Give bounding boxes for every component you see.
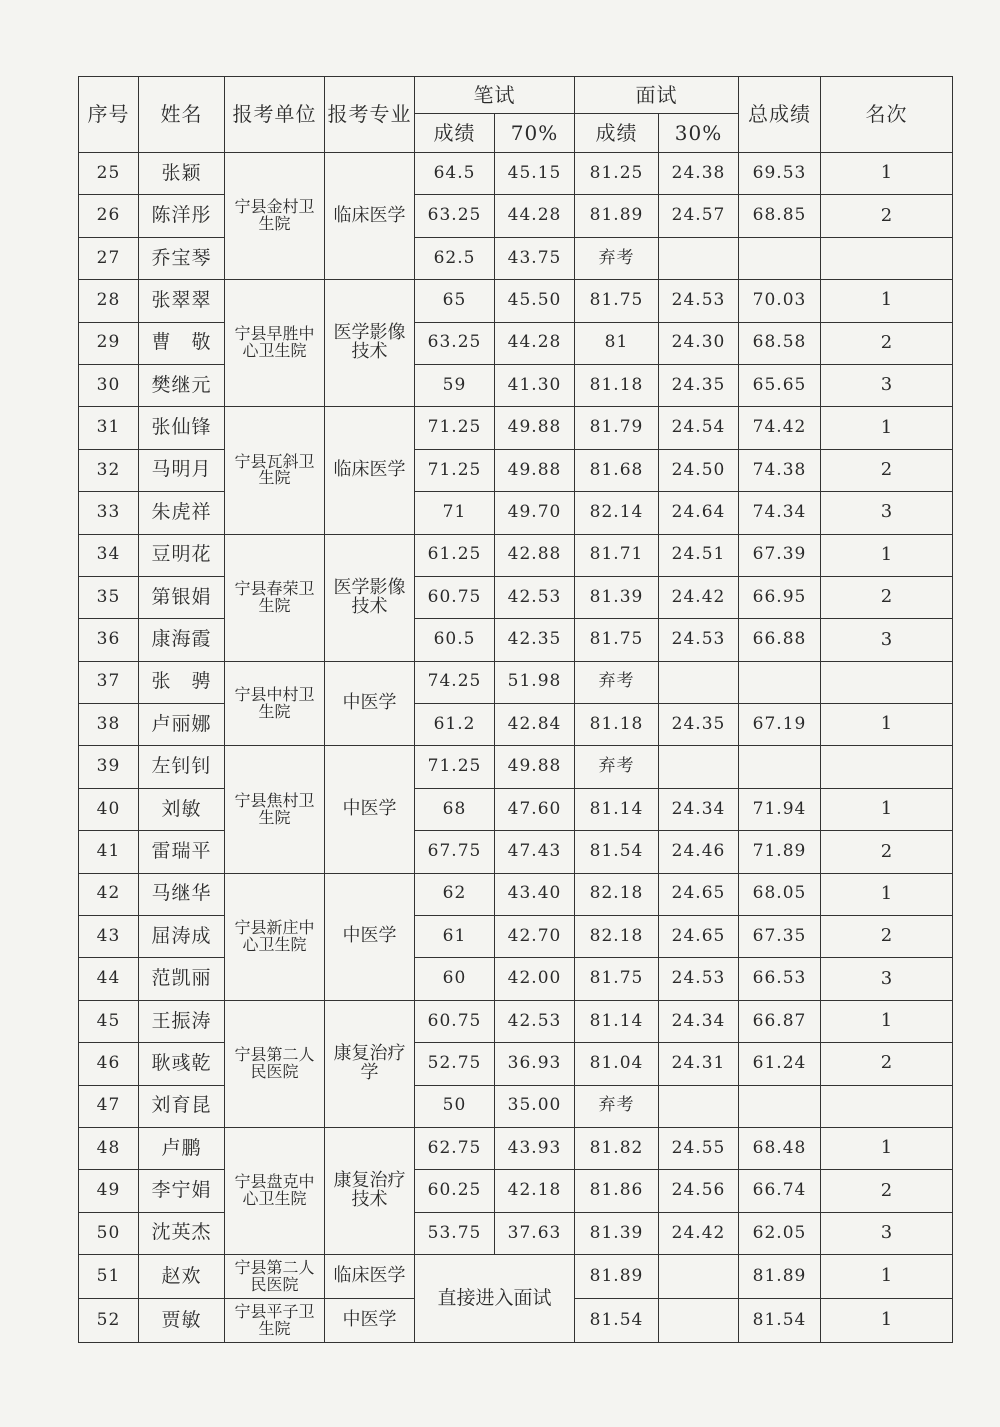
written-score-cell: 62 bbox=[415, 873, 495, 915]
interview-30-cell: 24.51 bbox=[659, 534, 739, 576]
written-score-cell: 60.5 bbox=[415, 619, 495, 661]
name-cell: 张颖 bbox=[139, 153, 225, 195]
major-cell: 康复治疗技术 bbox=[325, 1127, 415, 1254]
name-cell: 第银娟 bbox=[139, 576, 225, 618]
unit-cell: 宁县瓦斜卫生院 bbox=[225, 407, 325, 534]
written-70-cell: 42.53 bbox=[495, 1000, 575, 1042]
name-cell: 曹 敬 bbox=[139, 322, 225, 364]
table-row bbox=[79, 704, 953, 746]
table-row bbox=[79, 746, 953, 788]
name-cell: 陈洋彤 bbox=[139, 195, 225, 237]
unit-cell: 宁县早胜中心卫生院 bbox=[225, 280, 325, 407]
table-row bbox=[79, 492, 953, 534]
header-written: 笔试 bbox=[415, 77, 575, 114]
written-70-cell: 42.18 bbox=[495, 1170, 575, 1212]
rank-cell: 2 bbox=[821, 831, 953, 873]
name-cell: 樊继元 bbox=[139, 364, 225, 406]
rank-cell: 3 bbox=[821, 958, 953, 1000]
interview-score-cell: 81.54 bbox=[575, 831, 659, 873]
written-score-cell: 63.25 bbox=[415, 195, 495, 237]
seq-cell: 40 bbox=[79, 788, 139, 830]
seq-cell: 35 bbox=[79, 576, 139, 618]
interview-score-cell: 81.89 bbox=[575, 1255, 659, 1299]
seq-cell: 45 bbox=[79, 1000, 139, 1042]
total-cell: 62.05 bbox=[739, 1212, 821, 1254]
seq-cell: 41 bbox=[79, 831, 139, 873]
major-cell: 临床医学 bbox=[325, 1255, 415, 1299]
table-row bbox=[79, 576, 953, 618]
table-row bbox=[79, 449, 953, 491]
total-cell: 74.38 bbox=[739, 449, 821, 491]
rank-cell: 3 bbox=[821, 619, 953, 661]
rank-cell: 1 bbox=[821, 1255, 953, 1299]
name-cell: 马明月 bbox=[139, 449, 225, 491]
header-unit: 报考单位 bbox=[225, 77, 325, 153]
total-cell: 66.95 bbox=[739, 576, 821, 618]
name-cell: 刘敏 bbox=[139, 788, 225, 830]
interview-score-cell: 弃考 bbox=[575, 661, 659, 703]
interview-score-cell: 81.75 bbox=[575, 958, 659, 1000]
total-cell: 81.54 bbox=[739, 1299, 821, 1343]
seq-cell: 28 bbox=[79, 280, 139, 322]
table-row bbox=[79, 195, 953, 237]
seq-cell: 32 bbox=[79, 449, 139, 491]
table-row bbox=[79, 916, 953, 958]
total-cell: 66.88 bbox=[739, 619, 821, 661]
name-cell: 屈涛成 bbox=[139, 916, 225, 958]
interview-30-cell: 24.56 bbox=[659, 1170, 739, 1212]
written-score-cell: 61.2 bbox=[415, 704, 495, 746]
interview-30-cell: 24.64 bbox=[659, 492, 739, 534]
interview-30-cell: 24.65 bbox=[659, 873, 739, 915]
unit-cell: 宁县春荣卫生院 bbox=[225, 534, 325, 661]
interview-score-cell: 81.54 bbox=[575, 1299, 659, 1343]
table-row bbox=[79, 1170, 953, 1212]
table-row bbox=[79, 407, 953, 449]
rank-cell: 3 bbox=[821, 1212, 953, 1254]
written-score-cell: 60.75 bbox=[415, 1000, 495, 1042]
interview-30-cell bbox=[659, 1085, 739, 1127]
interview-score-cell: 弃考 bbox=[575, 237, 659, 279]
header-written-pct: 70% bbox=[495, 114, 575, 153]
interview-30-cell: 24.42 bbox=[659, 576, 739, 618]
interview-score-cell: 81.79 bbox=[575, 407, 659, 449]
table-row bbox=[79, 153, 953, 195]
written-score-cell: 67.75 bbox=[415, 831, 495, 873]
interview-30-cell: 24.53 bbox=[659, 280, 739, 322]
rank-cell: 2 bbox=[821, 322, 953, 364]
seq-cell: 37 bbox=[79, 661, 139, 703]
written-70-cell: 49.88 bbox=[495, 449, 575, 491]
name-cell: 王振涛 bbox=[139, 1000, 225, 1042]
total-cell bbox=[739, 661, 821, 703]
written-score-cell: 61.25 bbox=[415, 534, 495, 576]
major-cell: 中医学 bbox=[325, 661, 415, 746]
name-cell: 张 骋 bbox=[139, 661, 225, 703]
name-cell: 沈英杰 bbox=[139, 1212, 225, 1254]
rank-cell: 1 bbox=[821, 407, 953, 449]
written-70-cell: 37.63 bbox=[495, 1212, 575, 1254]
rank-cell: 3 bbox=[821, 364, 953, 406]
name-cell: 朱虎祥 bbox=[139, 492, 225, 534]
total-cell: 81.89 bbox=[739, 1255, 821, 1299]
table-row bbox=[79, 1085, 953, 1127]
seq-cell: 36 bbox=[79, 619, 139, 661]
header-interview-score: 成绩 bbox=[575, 114, 659, 153]
major-cell: 医学影像技术 bbox=[325, 534, 415, 661]
seq-cell: 27 bbox=[79, 237, 139, 279]
score-table bbox=[78, 76, 953, 1343]
interview-score-cell: 弃考 bbox=[575, 1085, 659, 1127]
seq-cell: 42 bbox=[79, 873, 139, 915]
rank-cell bbox=[821, 1085, 953, 1127]
written-score-cell: 60.75 bbox=[415, 576, 495, 618]
seq-cell: 33 bbox=[79, 492, 139, 534]
total-cell: 74.34 bbox=[739, 492, 821, 534]
major-cell: 临床医学 bbox=[325, 153, 415, 280]
table-row bbox=[79, 534, 953, 576]
seq-cell: 51 bbox=[79, 1255, 139, 1299]
written-70-cell: 43.93 bbox=[495, 1127, 575, 1169]
name-cell: 卢丽娜 bbox=[139, 704, 225, 746]
rank-cell bbox=[821, 746, 953, 788]
rank-cell: 1 bbox=[821, 704, 953, 746]
name-cell: 范凯丽 bbox=[139, 958, 225, 1000]
interview-30-cell: 24.30 bbox=[659, 322, 739, 364]
interview-30-cell bbox=[659, 1299, 739, 1343]
interview-30-cell: 24.35 bbox=[659, 704, 739, 746]
written-score-cell: 71.25 bbox=[415, 449, 495, 491]
name-cell: 豆明花 bbox=[139, 534, 225, 576]
header-interview: 面试 bbox=[575, 77, 739, 114]
rank-cell: 1 bbox=[821, 873, 953, 915]
interview-30-cell: 24.53 bbox=[659, 958, 739, 1000]
written-70-cell: 41.30 bbox=[495, 364, 575, 406]
unit-cell: 宁县金村卫生院 bbox=[225, 153, 325, 280]
total-cell: 66.87 bbox=[739, 1000, 821, 1042]
interview-score-cell: 81.04 bbox=[575, 1043, 659, 1085]
written-score-cell: 74.25 bbox=[415, 661, 495, 703]
written-70-cell: 36.93 bbox=[495, 1043, 575, 1085]
total-cell: 67.39 bbox=[739, 534, 821, 576]
interview-score-cell: 81.68 bbox=[575, 449, 659, 491]
total-cell: 67.35 bbox=[739, 916, 821, 958]
interview-30-cell: 24.65 bbox=[659, 916, 739, 958]
total-cell bbox=[739, 746, 821, 788]
total-cell: 68.05 bbox=[739, 873, 821, 915]
unit-cell: 宁县中村卫生院 bbox=[225, 661, 325, 746]
rank-cell: 1 bbox=[821, 280, 953, 322]
written-score-cell: 64.5 bbox=[415, 153, 495, 195]
interview-30-cell: 24.54 bbox=[659, 407, 739, 449]
header-total: 总成绩 bbox=[739, 77, 821, 153]
major-cell: 中医学 bbox=[325, 746, 415, 873]
seq-cell: 39 bbox=[79, 746, 139, 788]
interview-score-cell: 82.18 bbox=[575, 873, 659, 915]
name-cell: 刘育昆 bbox=[139, 1085, 225, 1127]
interview-30-cell bbox=[659, 661, 739, 703]
unit-cell: 宁县第二人民医院 bbox=[225, 1255, 325, 1299]
interview-30-cell: 24.42 bbox=[659, 1212, 739, 1254]
rank-cell: 2 bbox=[821, 449, 953, 491]
total-cell: 70.03 bbox=[739, 280, 821, 322]
written-70-cell: 42.88 bbox=[495, 534, 575, 576]
rank-cell: 2 bbox=[821, 916, 953, 958]
header-written-score: 成绩 bbox=[415, 114, 495, 153]
interview-score-cell: 81.75 bbox=[575, 280, 659, 322]
interview-score-cell: 81.18 bbox=[575, 704, 659, 746]
total-cell: 71.89 bbox=[739, 831, 821, 873]
interview-score-cell: 81 bbox=[575, 322, 659, 364]
table-row bbox=[79, 364, 953, 406]
total-cell: 71.94 bbox=[739, 788, 821, 830]
total-cell bbox=[739, 237, 821, 279]
interview-30-cell: 24.35 bbox=[659, 364, 739, 406]
written-70-cell: 47.60 bbox=[495, 788, 575, 830]
interview-score-cell: 81.39 bbox=[575, 576, 659, 618]
unit-cell: 宁县第二人民医院 bbox=[225, 1000, 325, 1127]
written-score-cell: 63.25 bbox=[415, 322, 495, 364]
rank-cell: 1 bbox=[821, 153, 953, 195]
written-70-cell: 51.98 bbox=[495, 661, 575, 703]
written-70-cell: 47.43 bbox=[495, 831, 575, 873]
interview-30-cell: 24.57 bbox=[659, 195, 739, 237]
written-score-cell: 50 bbox=[415, 1085, 495, 1127]
name-cell: 雷瑞平 bbox=[139, 831, 225, 873]
interview-score-cell: 81.18 bbox=[575, 364, 659, 406]
written-score-cell: 62.75 bbox=[415, 1127, 495, 1169]
total-cell: 65.65 bbox=[739, 364, 821, 406]
interview-score-cell: 81.14 bbox=[575, 788, 659, 830]
name-cell: 张翠翠 bbox=[139, 280, 225, 322]
written-score-cell: 71.25 bbox=[415, 746, 495, 788]
written-score-cell: 60 bbox=[415, 958, 495, 1000]
name-cell: 乔宝琴 bbox=[139, 237, 225, 279]
written-70-cell: 49.70 bbox=[495, 492, 575, 534]
major-cell: 医学影像技术 bbox=[325, 280, 415, 407]
table-row bbox=[79, 1255, 953, 1299]
header-interview-pct: 30% bbox=[659, 114, 739, 153]
interview-score-cell: 82.18 bbox=[575, 916, 659, 958]
rank-cell: 2 bbox=[821, 576, 953, 618]
interview-30-cell: 24.34 bbox=[659, 1000, 739, 1042]
rank-cell bbox=[821, 237, 953, 279]
seq-cell: 26 bbox=[79, 195, 139, 237]
total-cell: 68.48 bbox=[739, 1127, 821, 1169]
total-cell: 68.85 bbox=[739, 195, 821, 237]
seq-cell: 44 bbox=[79, 958, 139, 1000]
unit-cell: 宁县平子卫生院 bbox=[225, 1299, 325, 1343]
seq-cell: 48 bbox=[79, 1127, 139, 1169]
rank-cell: 1 bbox=[821, 534, 953, 576]
interview-score-cell: 81.82 bbox=[575, 1127, 659, 1169]
written-score-cell: 71.25 bbox=[415, 407, 495, 449]
name-cell: 赵欢 bbox=[139, 1255, 225, 1299]
seq-cell: 34 bbox=[79, 534, 139, 576]
table-row bbox=[79, 322, 953, 364]
total-cell: 69.53 bbox=[739, 153, 821, 195]
rank-cell: 2 bbox=[821, 195, 953, 237]
rank-cell: 3 bbox=[821, 492, 953, 534]
seq-cell: 30 bbox=[79, 364, 139, 406]
written-70-cell: 45.50 bbox=[495, 280, 575, 322]
name-cell: 李宁娟 bbox=[139, 1170, 225, 1212]
seq-cell: 52 bbox=[79, 1299, 139, 1343]
written-score-cell: 61 bbox=[415, 916, 495, 958]
interview-30-cell bbox=[659, 237, 739, 279]
table-row bbox=[79, 1127, 953, 1169]
rank-cell: 2 bbox=[821, 1043, 953, 1085]
seq-cell: 25 bbox=[79, 153, 139, 195]
total-cell: 67.19 bbox=[739, 704, 821, 746]
rank-cell: 1 bbox=[821, 788, 953, 830]
written-70-cell: 43.75 bbox=[495, 237, 575, 279]
table-row bbox=[79, 788, 953, 830]
total-cell: 66.53 bbox=[739, 958, 821, 1000]
interview-30-cell: 24.31 bbox=[659, 1043, 739, 1085]
written-score-cell: 52.75 bbox=[415, 1043, 495, 1085]
written-70-cell: 35.00 bbox=[495, 1085, 575, 1127]
interview-score-cell: 81.86 bbox=[575, 1170, 659, 1212]
written-70-cell: 42.00 bbox=[495, 958, 575, 1000]
written-score-cell: 62.5 bbox=[415, 237, 495, 279]
written-score-cell: 59 bbox=[415, 364, 495, 406]
major-cell: 中医学 bbox=[325, 1299, 415, 1343]
table-row bbox=[79, 1212, 953, 1254]
table-row bbox=[79, 1043, 953, 1085]
seq-cell: 50 bbox=[79, 1212, 139, 1254]
major-cell: 临床医学 bbox=[325, 407, 415, 534]
interview-30-cell: 24.34 bbox=[659, 788, 739, 830]
unit-cell: 宁县盘克中心卫生院 bbox=[225, 1127, 325, 1254]
written-70-cell: 45.15 bbox=[495, 153, 575, 195]
name-cell: 卢鹏 bbox=[139, 1127, 225, 1169]
total-cell: 68.58 bbox=[739, 322, 821, 364]
seq-cell: 47 bbox=[79, 1085, 139, 1127]
interview-score-cell: 82.14 bbox=[575, 492, 659, 534]
table-row bbox=[79, 873, 953, 915]
rank-cell: 1 bbox=[821, 1299, 953, 1343]
written-70-cell: 49.88 bbox=[495, 746, 575, 788]
unit-cell: 宁县新庄中心卫生院 bbox=[225, 873, 325, 1000]
interview-30-cell: 24.53 bbox=[659, 619, 739, 661]
interview-30-cell: 24.46 bbox=[659, 831, 739, 873]
written-70-cell: 44.28 bbox=[495, 322, 575, 364]
header-rank: 名次 bbox=[821, 77, 953, 153]
header-seq: 序号 bbox=[79, 77, 139, 153]
header-major: 报考专业 bbox=[325, 77, 415, 153]
written-score-cell: 60.25 bbox=[415, 1170, 495, 1212]
interview-score-cell: 弃考 bbox=[575, 746, 659, 788]
written-70-cell: 44.28 bbox=[495, 195, 575, 237]
written-70-cell: 42.35 bbox=[495, 619, 575, 661]
major-cell: 康复治疗学 bbox=[325, 1000, 415, 1127]
written-70-cell: 49.88 bbox=[495, 407, 575, 449]
direct-interview-note: 直接进入面试 bbox=[415, 1255, 575, 1343]
name-cell: 康海霞 bbox=[139, 619, 225, 661]
interview-30-cell: 24.38 bbox=[659, 153, 739, 195]
table-row bbox=[79, 831, 953, 873]
name-cell: 马继华 bbox=[139, 873, 225, 915]
interview-score-cell: 81.14 bbox=[575, 1000, 659, 1042]
interview-score-cell: 81.39 bbox=[575, 1212, 659, 1254]
written-score-cell: 68 bbox=[415, 788, 495, 830]
interview-30-cell bbox=[659, 746, 739, 788]
written-score-cell: 65 bbox=[415, 280, 495, 322]
header-name: 姓名 bbox=[139, 77, 225, 153]
seq-cell: 46 bbox=[79, 1043, 139, 1085]
interview-30-cell: 24.55 bbox=[659, 1127, 739, 1169]
seq-cell: 49 bbox=[79, 1170, 139, 1212]
written-score-cell: 71 bbox=[415, 492, 495, 534]
written-score-cell: 53.75 bbox=[415, 1212, 495, 1254]
interview-30-cell bbox=[659, 1255, 739, 1299]
table-row bbox=[79, 661, 953, 703]
seq-cell: 38 bbox=[79, 704, 139, 746]
written-70-cell: 42.53 bbox=[495, 576, 575, 618]
table-row bbox=[79, 619, 953, 661]
interview-score-cell: 81.75 bbox=[575, 619, 659, 661]
written-70-cell: 42.84 bbox=[495, 704, 575, 746]
written-70-cell: 42.70 bbox=[495, 916, 575, 958]
seq-cell: 31 bbox=[79, 407, 139, 449]
interview-score-cell: 81.89 bbox=[575, 195, 659, 237]
table-row bbox=[79, 958, 953, 1000]
written-70-cell: 43.40 bbox=[495, 873, 575, 915]
name-cell: 张仙锋 bbox=[139, 407, 225, 449]
name-cell: 耿彧乾 bbox=[139, 1043, 225, 1085]
total-cell: 74.42 bbox=[739, 407, 821, 449]
major-cell: 中医学 bbox=[325, 873, 415, 1000]
interview-score-cell: 81.71 bbox=[575, 534, 659, 576]
table-row bbox=[79, 1000, 953, 1042]
rank-cell: 1 bbox=[821, 1127, 953, 1169]
interview-30-cell: 24.50 bbox=[659, 449, 739, 491]
score-table-body bbox=[79, 153, 953, 1343]
total-cell: 61.24 bbox=[739, 1043, 821, 1085]
total-cell: 66.74 bbox=[739, 1170, 821, 1212]
unit-cell: 宁县焦村卫生院 bbox=[225, 746, 325, 873]
table-row bbox=[79, 237, 953, 279]
name-cell: 左钊钊 bbox=[139, 746, 225, 788]
name-cell: 贾敏 bbox=[139, 1299, 225, 1343]
rank-cell: 2 bbox=[821, 1170, 953, 1212]
seq-cell: 43 bbox=[79, 916, 139, 958]
seq-cell: 29 bbox=[79, 322, 139, 364]
rank-cell bbox=[821, 661, 953, 703]
interview-score-cell: 81.25 bbox=[575, 153, 659, 195]
total-cell bbox=[739, 1085, 821, 1127]
table-row bbox=[79, 280, 953, 322]
rank-cell: 1 bbox=[821, 1000, 953, 1042]
